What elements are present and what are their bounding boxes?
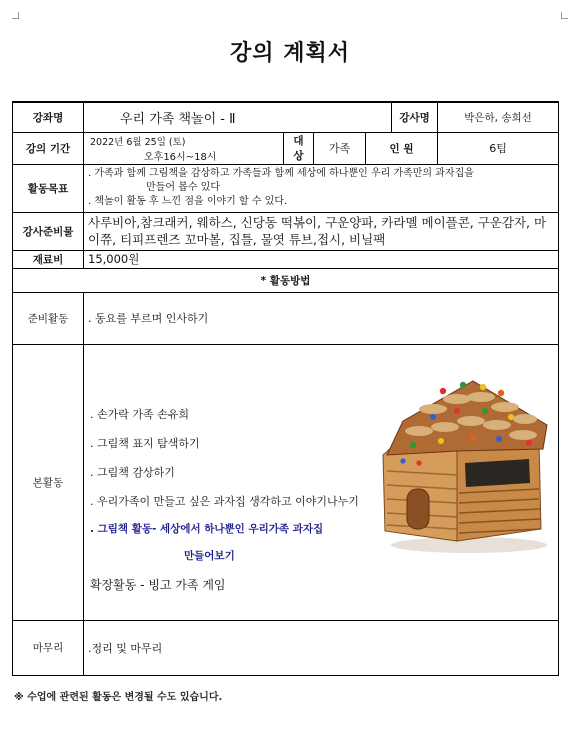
main-step-5-cont: 만들어보기 — [184, 549, 235, 562]
period-time: 오후16시~18시 — [144, 151, 217, 163]
period-date: 2022년 6월 25일 (토) — [90, 136, 186, 148]
class-name-value: 우리 가족 책놀이 - Ⅱ — [84, 102, 392, 132]
main-steps — [90, 400, 390, 600]
corner-mark-left — [12, 12, 19, 19]
methods-title: * 활동방법 — [13, 268, 559, 292]
row-main — [13, 344, 559, 620]
fee-value: 15,000원 — [84, 250, 559, 268]
main-step-3: . 그림책 감상하기 — [90, 465, 175, 479]
teacher-value: 박은하, 송희선 — [438, 102, 559, 132]
goal-line-3: . 책놀이 활동 후 느낀 점을 이야기 할 수 있다. — [88, 196, 288, 207]
row-goal — [13, 164, 559, 212]
fee-label: 재료비 — [13, 250, 84, 268]
cookie-house-image — [373, 351, 557, 555]
main-value — [84, 344, 559, 620]
row-materials — [13, 212, 559, 250]
goal-label: 활동목표 — [13, 164, 84, 212]
main-step-2: . 그림책 표지 탐색하기 — [90, 436, 200, 450]
lesson-plan-table — [12, 101, 559, 676]
teacher-label: 강사명 — [392, 102, 438, 132]
goal-line-1: . 가족과 함께 그림책을 감상하고 가족들과 함께 세상에 하나뿐인 우리 가족만의 과자집을 — [88, 168, 474, 179]
extension-activity: 확장활동 - 빙고 가족 게임 — [90, 577, 226, 592]
closing-value: .정리 및 마무리 — [84, 620, 559, 675]
prep-label: 준비활동 — [13, 292, 84, 344]
class-name-label: 강좌명 — [13, 102, 84, 132]
closing-label: 마무리 — [13, 620, 84, 675]
goal-value — [84, 164, 559, 212]
main-step-5: . 그림책 활동- 세상에서 하나뿐인 우리가족 과자집 — [90, 522, 324, 535]
document-title: 강의 계획서 — [230, 41, 350, 66]
target-label: 대 상 — [284, 132, 314, 164]
period-label: 강의 기간 — [13, 132, 84, 164]
row-period — [13, 132, 559, 164]
main-step-4: . 우리가족이 만들고 싶은 과자집 생각하고 이야기나누기 — [90, 494, 359, 508]
target-value: 가족 — [314, 132, 366, 164]
materials-value: 사루비아,참크래커, 웨하스, 신당동 떡볶이, 구운양파, 카라멜 메이플콘, 구운감자, 마이쮸, 티피프렌즈 꼬마볼, 집틀, 물엿 튜브,접시, 비닐팩 — [84, 212, 559, 250]
row-prep — [13, 292, 559, 344]
footnote: ※ 수업에 관련된 활동은 변경될 수도 있습니다. — [14, 692, 223, 703]
main-label: 본활동 — [13, 344, 84, 620]
goal-line-2: 만들어 봅수 있다 — [146, 182, 220, 193]
row-methods-title — [13, 268, 559, 292]
period-value — [84, 132, 284, 164]
corner-mark-right — [561, 12, 568, 19]
row-class — [13, 102, 559, 132]
materials-label: 강사준비물 — [13, 212, 84, 250]
people-value: 6팀 — [438, 132, 559, 164]
main-step-1: . 손가락 가족 손유희 — [90, 407, 189, 421]
row-fee — [13, 250, 559, 268]
people-label: 인 원 — [366, 132, 438, 164]
row-closing — [13, 620, 559, 675]
prep-value: . 동요를 부르며 인사하기 — [84, 292, 559, 344]
